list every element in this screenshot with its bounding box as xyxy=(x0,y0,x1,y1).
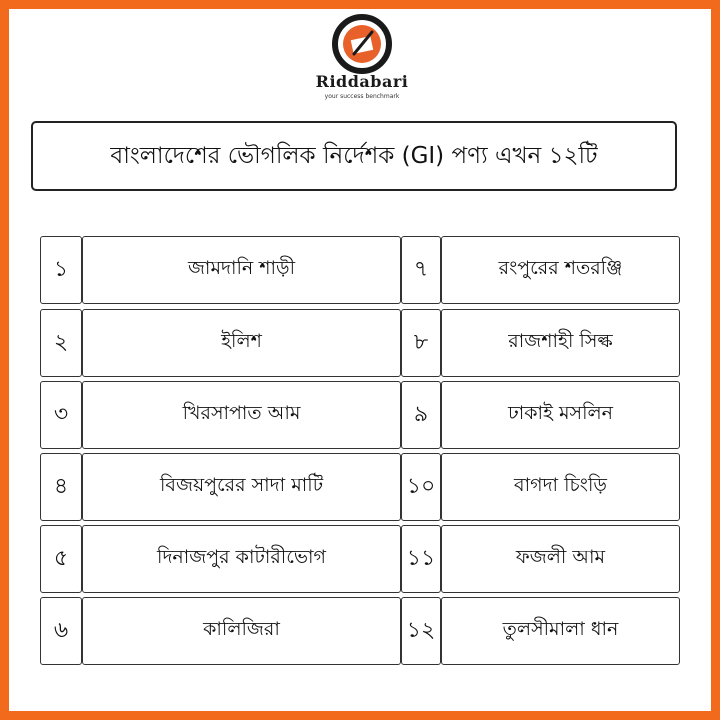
brand-tagline: your success benchmark xyxy=(324,93,400,100)
table-row xyxy=(40,236,680,304)
serial-number: ১০ xyxy=(401,453,441,521)
product-name: বাগদা চিংড়ি xyxy=(441,453,680,521)
serial-number: ৮ xyxy=(401,309,441,377)
serial-number: ৬ xyxy=(40,597,82,665)
product-name: ফজলী আম xyxy=(441,525,680,593)
product-name: কালিজিরা xyxy=(82,597,401,665)
title-box xyxy=(31,121,677,191)
table-row xyxy=(40,453,680,521)
product-name: তুলসীমালা ধান xyxy=(441,597,680,665)
serial-number: ৭ xyxy=(401,236,441,304)
product-name: দিনাজপুর কাটারীভোগ xyxy=(82,525,401,593)
table-row xyxy=(40,597,680,665)
brand-name: Riddabari xyxy=(315,72,409,91)
gi-products-table xyxy=(40,236,680,668)
brand-logo-icon xyxy=(332,14,392,74)
product-name: ঢাকাই মসলিন xyxy=(441,381,680,449)
serial-number: ২ xyxy=(40,309,82,377)
serial-number: ৫ xyxy=(40,525,82,593)
table-row xyxy=(40,381,680,449)
brand-logo xyxy=(300,14,424,106)
serial-number: ১ xyxy=(40,236,82,304)
table-row xyxy=(40,525,680,593)
product-name: বিজয়পুরের সাদা মাটি xyxy=(82,453,401,521)
serial-number: ৯ xyxy=(401,381,441,449)
product-name: জামদানি শাড়ী xyxy=(82,236,401,304)
table-row xyxy=(40,309,680,377)
product-name: রংপুরের শতরঞ্জি xyxy=(441,236,680,304)
serial-number: ১১ xyxy=(401,525,441,593)
product-name: ইলিশ xyxy=(82,309,401,377)
serial-number: ১২ xyxy=(401,597,441,665)
page-title: বাংলাদেশের ভৌগলিক নির্দেশক (GI) পণ্য এখন ১২টি xyxy=(110,142,598,169)
serial-number: ৪ xyxy=(40,453,82,521)
product-name: খিরসাপাত আম xyxy=(82,381,401,449)
serial-number: ৩ xyxy=(40,381,82,449)
product-name: রাজশাহী সিল্ক xyxy=(441,309,680,377)
